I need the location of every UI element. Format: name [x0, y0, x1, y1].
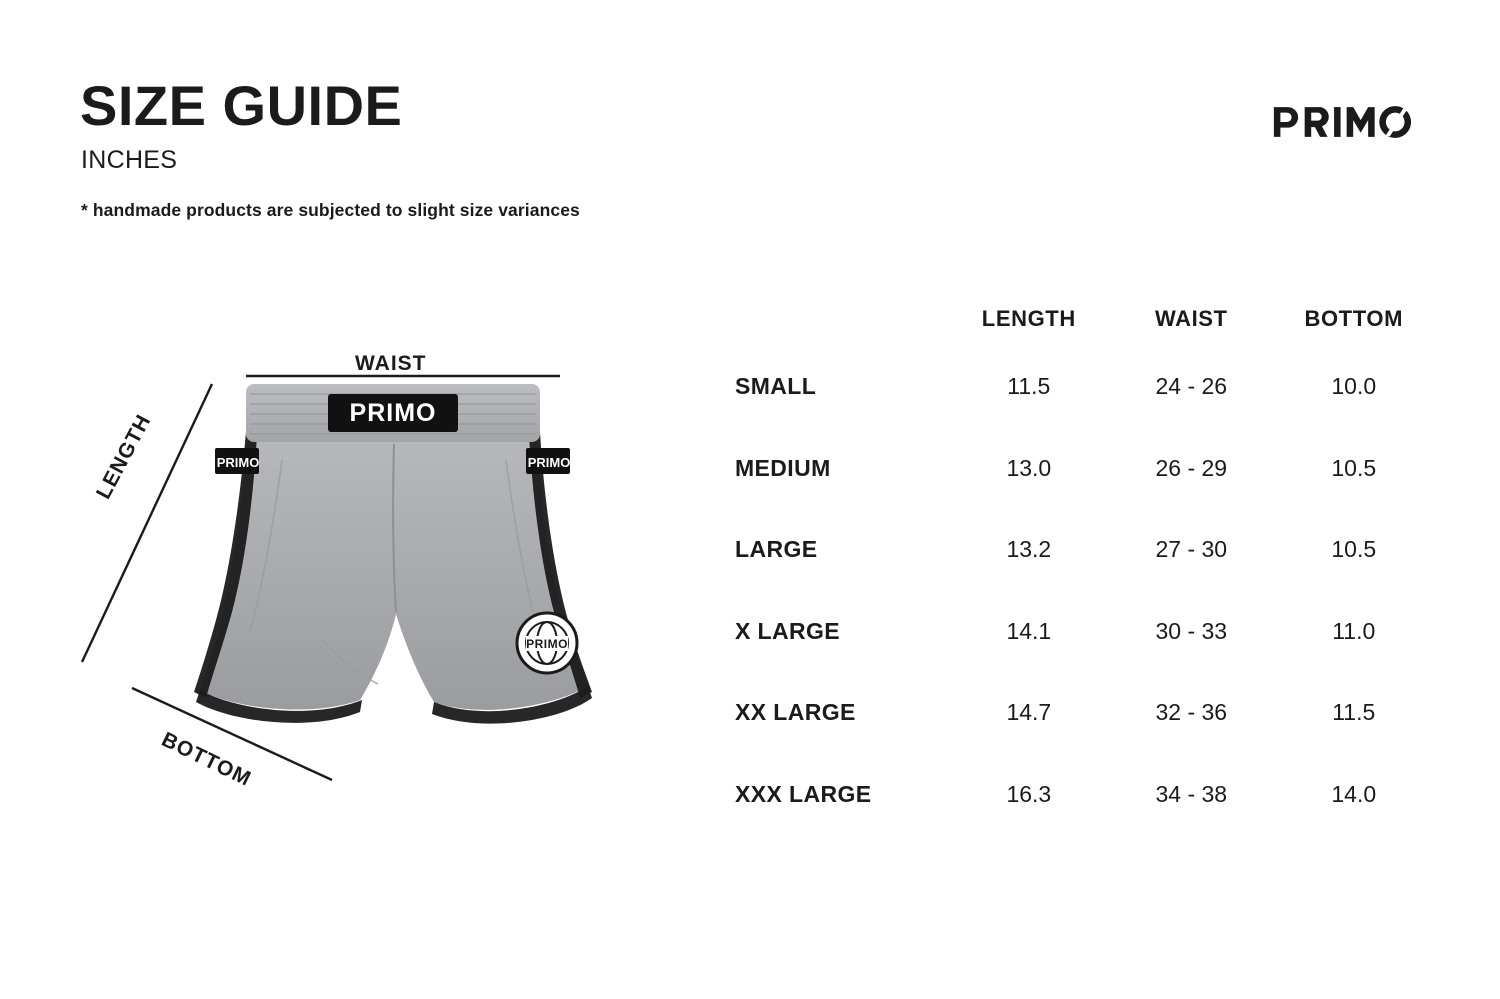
- table-row: [735, 509, 1435, 591]
- primo-globe-emblem: [517, 613, 577, 673]
- size-name: MEDIUM: [735, 454, 831, 481]
- table-row: [735, 672, 1435, 754]
- svg-text:PRIMO: PRIMO: [216, 455, 260, 470]
- primo-brand-logo: [1272, 104, 1412, 140]
- size-length: 13.2: [1006, 536, 1052, 563]
- size-name: LARGE: [735, 536, 818, 563]
- column-header-length: LENGTH: [981, 306, 1076, 331]
- size-waist: 30 - 33: [1155, 617, 1228, 644]
- size-name: X LARGE: [735, 617, 841, 644]
- table-row: [735, 346, 1435, 428]
- table-row: [735, 754, 1435, 836]
- size-bottom: 10.5: [1331, 454, 1377, 481]
- size-chart-table: [735, 292, 1435, 835]
- size-length: 14.1: [1006, 617, 1052, 644]
- size-length: 14.7: [1006, 699, 1052, 726]
- size-name: XX LARGE: [735, 699, 856, 726]
- size-length: 13.0: [1006, 454, 1052, 481]
- size-waist: 27 - 30: [1155, 536, 1228, 563]
- column-header-waist: WAIST: [1154, 306, 1228, 331]
- muay-thai-shorts-illustration: [60, 340, 700, 820]
- units-label: INCHES: [81, 146, 178, 174]
- size-name: SMALL: [735, 373, 817, 400]
- size-name: XXX LARGE: [735, 780, 872, 807]
- size-waist: 24 - 26: [1155, 373, 1228, 400]
- size-bottom: 10.0: [1331, 373, 1377, 400]
- page-title: SIZE GUIDE: [80, 74, 403, 137]
- size-waist: 34 - 38: [1155, 780, 1228, 807]
- svg-text:PRIMO: PRIMO: [527, 455, 571, 470]
- size-length: 16.3: [1006, 780, 1052, 807]
- size-bottom: 11.5: [1332, 699, 1376, 726]
- column-header-bottom: BOTTOM: [1304, 306, 1404, 331]
- size-waist: 26 - 29: [1155, 454, 1228, 481]
- table-row: [735, 428, 1435, 510]
- table-header-row: [735, 292, 1435, 346]
- size-bottom: 11.0: [1332, 617, 1376, 644]
- svg-text:PRIMO: PRIMO: [349, 399, 437, 427]
- size-waist: 32 - 36: [1155, 699, 1228, 726]
- size-bottom: 14.0: [1331, 780, 1377, 807]
- column-header-size: [735, 292, 948, 346]
- length-dimension-label: LENGTH: [92, 410, 156, 503]
- table-row: [735, 591, 1435, 673]
- waist-dimension-label: WAIST: [355, 352, 427, 375]
- size-bottom: 10.5: [1331, 536, 1377, 563]
- svg-text:PRIMO: PRIMO: [526, 637, 568, 651]
- size-variance-disclaimer: * handmade products are subjected to slight size variances: [81, 200, 580, 220]
- size-length: 11.5: [1007, 373, 1051, 400]
- bottom-dimension-label: BOTTOM: [157, 728, 255, 792]
